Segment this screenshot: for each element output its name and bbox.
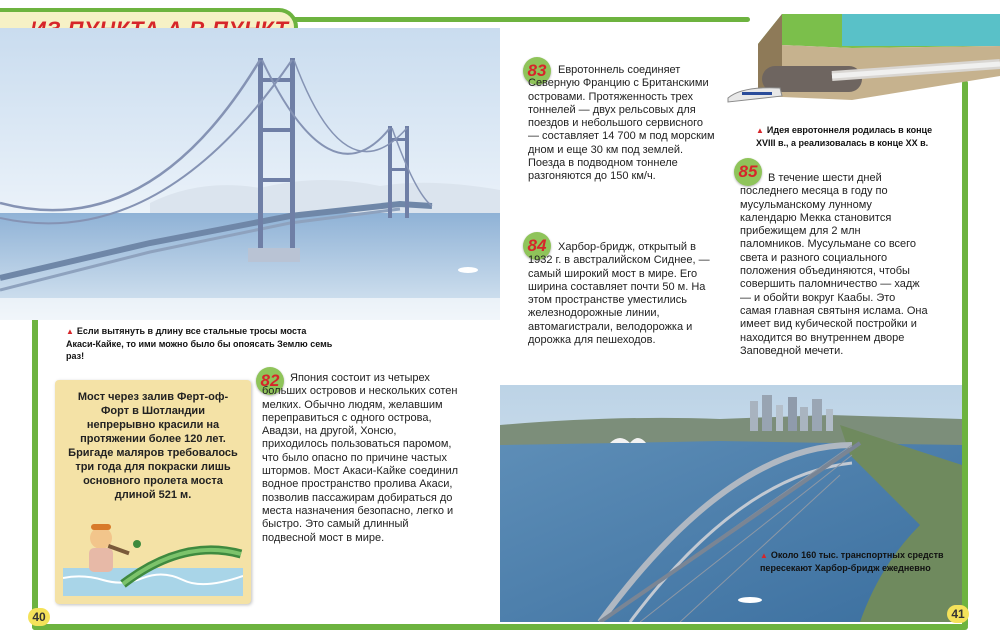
akashi-bridge-photo xyxy=(0,28,500,320)
fact-badge-82: 82 xyxy=(256,367,284,395)
fact-badge-84: 84 xyxy=(523,232,551,260)
fact-text-85: В течение шести дней последнего месяца в году по мусульманскому лунному календарю Мекка становится прибежищем для 2 млн паломников. Мусульмане со всего света и разного социального положения объединяются, чтобы совершить паломничество — хадж — и обойти вокруг Каабы. Это самая главная святыня ислама. Она имеет вид кубической постройки и находится во внутреннем дворе Заповедной мечети. xyxy=(740,172,928,357)
fact-text-82: Япония состоит из четырех больших островов и нескольких сотен мелких. Обычно людям, желавшим переправиться с одного острова, Авадзи, на другой, Хонсю, приходилось пользоваться паромом, что было опасно по причине частых штормов. Мост Акаси-Кайке соединил водное пространство пролива Акаси, позволив пассажирам добираться до места назначения безопасно, легко и быстро. Это самый длинный подвесной мост в мире. xyxy=(262,372,459,544)
eurotunnel-caption: ▲ Идея евротоннеля родилась в конце XVIII в., а реализовалась в конце XX в. xyxy=(756,125,933,148)
caption-marker-icon: ▲ xyxy=(66,327,74,336)
frame-bottom xyxy=(32,624,968,630)
fact-text-83: Евротоннель соединяет Северную Францию с Британскими островами. Протяженность трех тоннелей — двух рельсовых для поездов и небольшого сервисного — составляет 14 700 м под морским дном и еще 30 км под землей. Поезда в подводном тоннеле разгоняются до 150 км/ч. xyxy=(528,64,715,183)
caption-marker-icon: ▲ xyxy=(760,551,768,560)
page-number-right: 41 xyxy=(947,605,969,623)
harbour-caption: ▲ Около 160 тыс. транспортных средств пересекают Харбор-бридж ежедневно xyxy=(760,550,944,573)
fact-badge-85: 85 xyxy=(734,158,762,186)
fact-badge-83: 83 xyxy=(523,57,551,85)
painter-illustration xyxy=(63,518,243,596)
frame-top xyxy=(290,17,750,22)
akashi-caption: ▲ Если вытянуть в длину все стальные тросы моста Акаси-Кайке, то ими можно было бы опоясать Землю семь раз! xyxy=(66,326,333,361)
harbour-bridge-photo xyxy=(500,385,962,622)
page-number-left: 40 xyxy=(28,608,50,626)
note-text: Мост через залив Ферт-оф-Форт в Шотландии непрерывно красили на протяжении более 120 лет. Бригаде маляров требовалось три года для покраски лишь основного пролета моста длиной 521 м. xyxy=(68,391,238,501)
eurotunnel-illustration xyxy=(722,6,1000,116)
caption-marker-icon: ▲ xyxy=(756,126,764,135)
forth-bridge-note xyxy=(55,380,251,604)
frame-right xyxy=(962,80,968,628)
fact-text-84: Харбор-бридж, открытый в 1932 г. в австралийском Сиднее, — самый широкий мост в мире. Его ширина составляет почти 50 м. На этом пространстве уместились железнодорожные линии, автомагистрали, велодорожка и дорожка для пешеходов. xyxy=(528,241,710,347)
